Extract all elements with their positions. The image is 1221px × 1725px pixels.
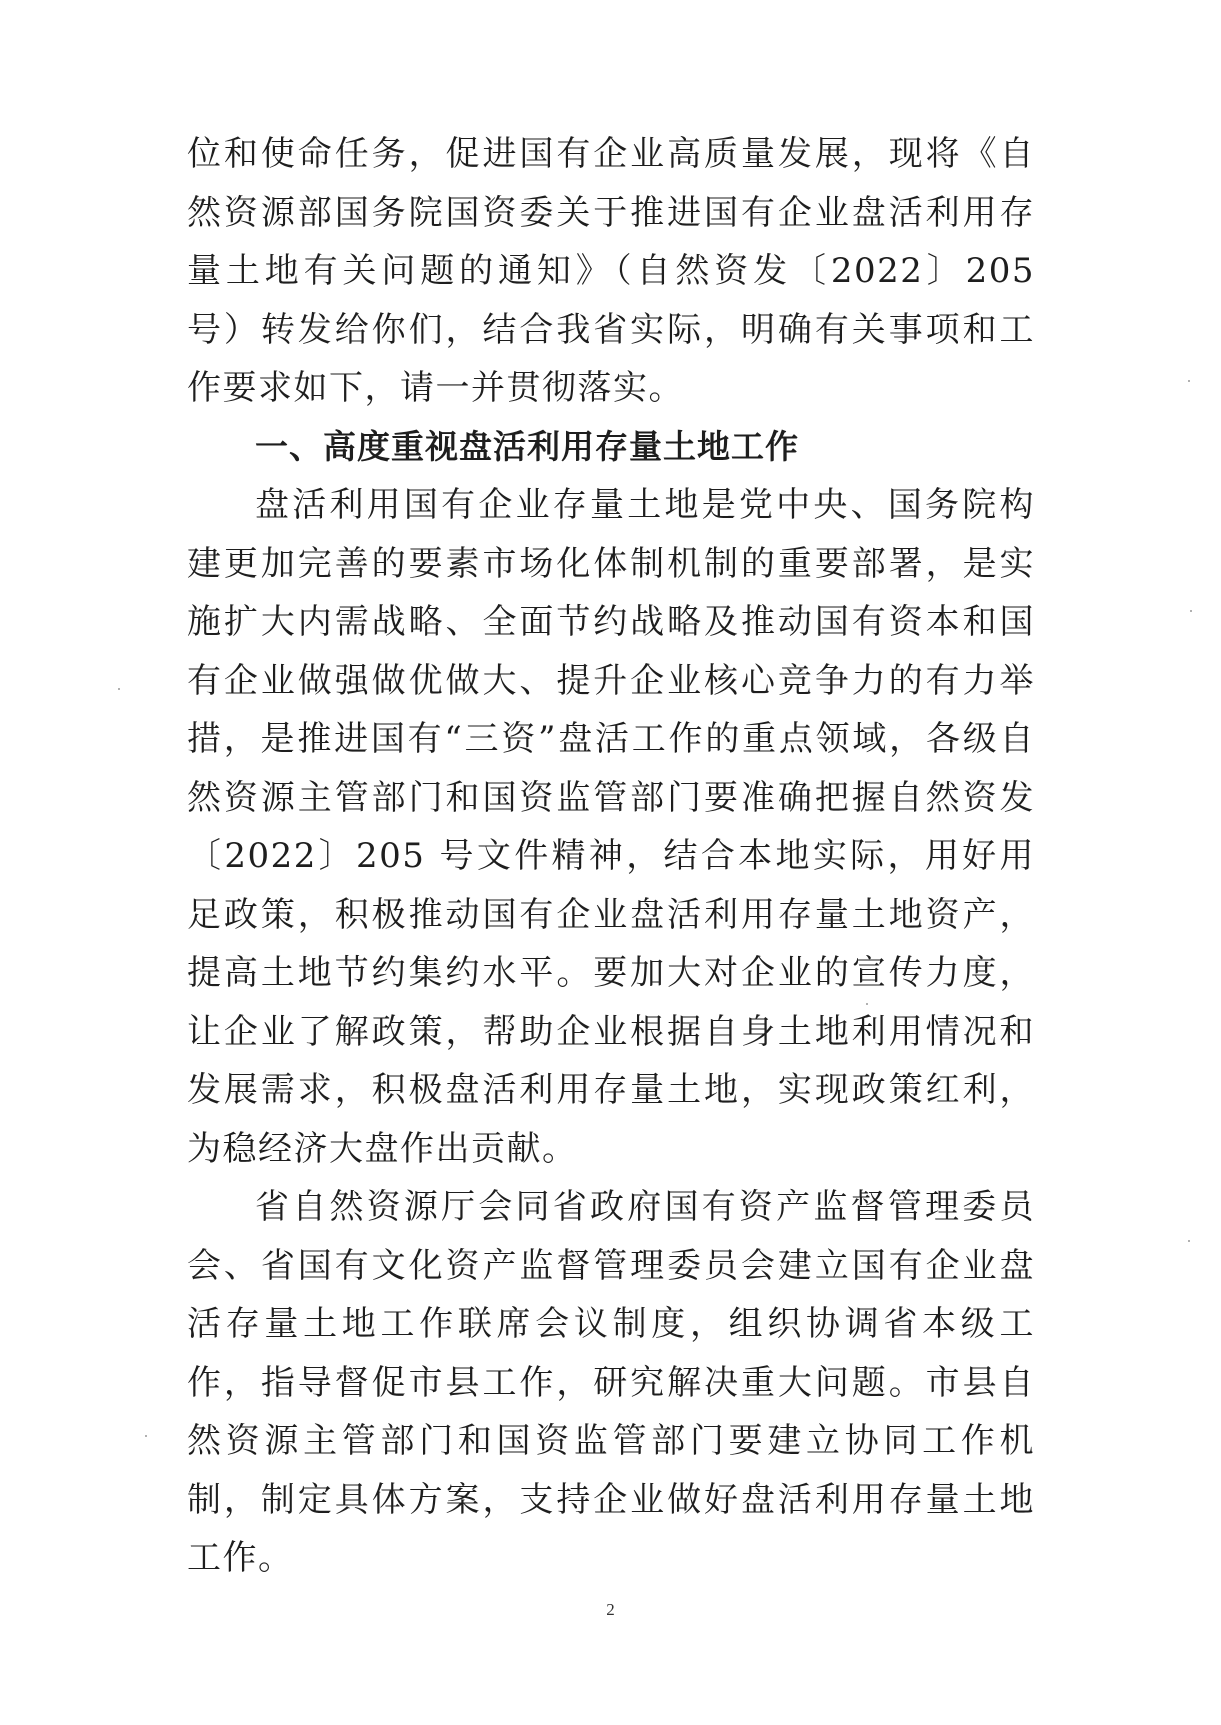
paragraph-section-1-body: 盘活利用国有企业存量土地是党中央、国务院构建更加完善的要素市场化体制机制的重要部署，是实施扩大内需战略、全面节约战略及推动国有资本和国有企业做强做优做大、提升企业核心竞争力的有力举措，是推进国有“三资”盘活工作的重点领域，各级自然资源主管部门和国资监管部门要准确把握自然资发〔2022〕205 号文件精神，结合本地实际，用好用足政策，积极推动国有企业盘活利用存量土地资产，提高土地节约集约水平。要加大对企业的宣传力度，让企业了解政策，帮助企业根据自身土地利用情况和发展需求，积极盘活利用存量土地，实现政策红利，为稳经济大盘作出贡献。 xyxy=(187,485,1035,1169)
scan-speck xyxy=(145,1435,147,1437)
scan-speck xyxy=(1188,1240,1190,1242)
scan-speck xyxy=(1188,380,1190,382)
scan-speck xyxy=(118,688,120,690)
paragraph-intro-continuation: 位和使命任务，促进国有企业高质量发展，现将《自然资源部国务院国资委关于推进国有企业盘活利用存量土地有关问题的通知》（自然资发〔2022〕205 号）转发给你们，结合我省实际，明确有关事项和工作要求如下，请一并贯彻落实。 xyxy=(187,134,1035,408)
paragraph-joint-meeting: 省自然资源厅会同省政府国有资产监督管理委员会、省国有文化资产监督管理委员会建立国有企业盘活存量土地工作联席会议制度，组织协调省本级工作，指导督促市县工作，研究解决重大问题。市县自然资源主管部门和国资监管部门要建立协同工作机制，制定具体方案，支持企业做好盘活利用存量土地工作。 xyxy=(187,1187,1035,1578)
scan-speck xyxy=(866,1003,868,1005)
document-body xyxy=(187,125,1035,1588)
page-number: 2 xyxy=(606,1600,615,1619)
scan-speck xyxy=(1190,610,1192,612)
section-heading-1: 一、高度重视盘活利用存量土地工作 xyxy=(255,426,799,466)
